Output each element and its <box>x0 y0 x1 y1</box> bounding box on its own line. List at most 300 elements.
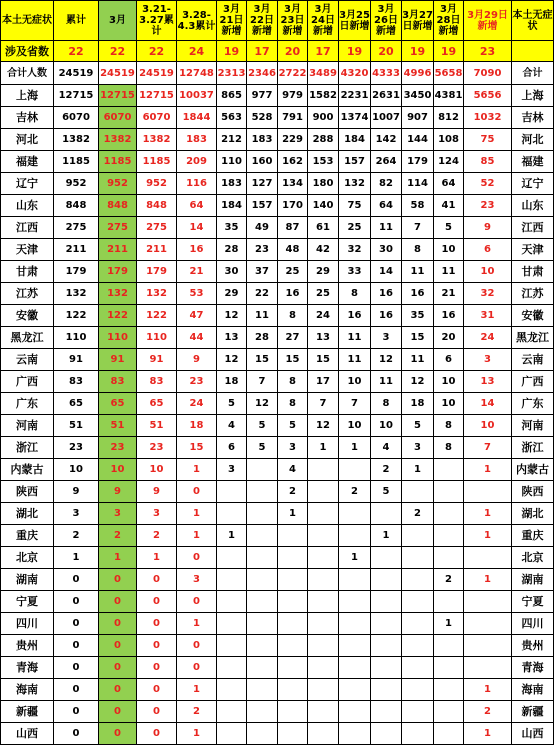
cell: 11 <box>371 217 402 239</box>
cell: 65 <box>137 393 177 415</box>
cell: 2231 <box>339 85 371 107</box>
cell <box>434 723 464 745</box>
cell: 0 <box>99 635 137 657</box>
cell: 11 <box>371 371 402 393</box>
cell: 7090 <box>464 62 512 85</box>
cell: 1 <box>177 613 217 635</box>
cell: 12748 <box>177 62 217 85</box>
cell: 23 <box>54 437 99 459</box>
cell: 6 <box>217 437 247 459</box>
cell: 1 <box>339 547 371 569</box>
cell: 1 <box>339 437 371 459</box>
cell: 122 <box>99 305 137 327</box>
cell: 1 <box>464 525 512 547</box>
cell <box>339 569 371 591</box>
cell: 142 <box>371 129 402 151</box>
cell: 15 <box>278 349 308 371</box>
cell: 10 <box>137 459 177 481</box>
table-row <box>1 481 554 503</box>
header-range2: 3.28-4.3累计 <box>177 1 217 41</box>
cell: 3 <box>402 437 434 459</box>
cell: 6 <box>434 349 464 371</box>
province-name: 上海 <box>1 85 54 107</box>
province-name: 湖南 <box>1 569 54 591</box>
cell: 0 <box>177 657 217 679</box>
cell: 2722 <box>278 62 308 85</box>
cell: 179 <box>54 261 99 283</box>
cell: 58 <box>402 195 434 217</box>
cell: 12 <box>217 305 247 327</box>
province-name-right: 江苏 <box>512 283 554 305</box>
province-name-right: 陕西 <box>512 481 554 503</box>
cell: 23 <box>177 371 217 393</box>
cell: 6070 <box>54 107 99 129</box>
cell: 3 <box>464 349 512 371</box>
cell: 0 <box>177 635 217 657</box>
table-row <box>1 569 554 591</box>
province-name: 新疆 <box>1 701 54 723</box>
cell: 1 <box>177 679 217 701</box>
cell: 209 <box>177 151 217 173</box>
cell: 13 <box>464 371 512 393</box>
province-name: 四川 <box>1 613 54 635</box>
provinces-count-row <box>1 41 554 62</box>
province-name-right: 浙江 <box>512 437 554 459</box>
cell <box>278 657 308 679</box>
cell: 127 <box>247 173 278 195</box>
cell: 51 <box>99 415 137 437</box>
cell: 21 <box>434 283 464 305</box>
table-row <box>1 305 554 327</box>
cell: 3 <box>177 569 217 591</box>
cell <box>278 591 308 613</box>
cell <box>217 591 247 613</box>
cell: 22 <box>247 283 278 305</box>
cell: 184 <box>339 129 371 151</box>
cell: 24519 <box>137 62 177 85</box>
cell: 22 <box>99 41 137 62</box>
cell: 4 <box>278 459 308 481</box>
cell <box>434 635 464 657</box>
province-name-right: 新疆 <box>512 701 554 723</box>
cell <box>402 569 434 591</box>
province-name-right: 青海 <box>512 657 554 679</box>
cell: 1844 <box>177 107 217 129</box>
cell: 51 <box>137 415 177 437</box>
province-name: 天津 <box>1 239 54 261</box>
cell: 211 <box>137 239 177 261</box>
cell: 2 <box>278 481 308 503</box>
cell <box>308 525 339 547</box>
cell: 64 <box>434 173 464 195</box>
cell: 1 <box>464 503 512 525</box>
cell: 10 <box>434 393 464 415</box>
cell <box>434 657 464 679</box>
cell: 52 <box>464 173 512 195</box>
cell <box>402 481 434 503</box>
cell: 528 <box>247 107 278 129</box>
cell: 1382 <box>137 129 177 151</box>
province-name: 甘肃 <box>1 261 54 283</box>
cell: 1 <box>217 525 247 547</box>
cell: 0 <box>99 613 137 635</box>
cell <box>247 723 278 745</box>
cell: 0 <box>54 723 99 745</box>
cell: 110 <box>54 327 99 349</box>
province-name: 安徽 <box>1 305 54 327</box>
cell: 1007 <box>371 107 402 129</box>
cell: 907 <box>402 107 434 129</box>
cell: 35 <box>402 305 434 327</box>
cell: 0 <box>137 701 177 723</box>
cell: 23 <box>99 437 137 459</box>
cell: 952 <box>54 173 99 195</box>
cell: 61 <box>308 217 339 239</box>
cell: 0 <box>99 679 137 701</box>
cell: 8 <box>371 393 402 415</box>
cell: 1 <box>177 503 217 525</box>
table-row <box>1 349 554 371</box>
cell <box>464 613 512 635</box>
province-name: 山西 <box>1 723 54 745</box>
cell <box>371 679 402 701</box>
cell: 37 <box>247 261 278 283</box>
cell <box>308 635 339 657</box>
cell: 91 <box>54 349 99 371</box>
cell: 0 <box>137 679 177 701</box>
cell: 2 <box>339 481 371 503</box>
cell: 134 <box>278 173 308 195</box>
cell <box>247 459 278 481</box>
cell: 15 <box>402 327 434 349</box>
cell <box>402 635 434 657</box>
cell: 0 <box>54 613 99 635</box>
cell: 4333 <box>371 62 402 85</box>
cell: 179 <box>99 261 137 283</box>
province-name: 贵州 <box>1 635 54 657</box>
cell: 5658 <box>434 62 464 85</box>
cell: 2346 <box>247 62 278 85</box>
province-name: 辽宁 <box>1 173 54 195</box>
header-name-right: 本土无症状 <box>512 1 554 41</box>
cell: 23 <box>247 239 278 261</box>
row-label-right: 合计 <box>512 62 554 85</box>
cell <box>434 525 464 547</box>
cell: 0 <box>99 591 137 613</box>
table-row <box>1 107 554 129</box>
cell: 5 <box>278 415 308 437</box>
cell: 24 <box>177 393 217 415</box>
cell: 16 <box>434 305 464 327</box>
province-name-right: 河北 <box>512 129 554 151</box>
cell: 1 <box>177 723 217 745</box>
header-day: 3月23日新增 <box>278 1 308 41</box>
cell: 0 <box>137 613 177 635</box>
table-row <box>1 437 554 459</box>
cell <box>371 547 402 569</box>
cell: 5 <box>371 481 402 503</box>
cell: 183 <box>247 129 278 151</box>
cell: 23 <box>137 437 177 459</box>
cell: 848 <box>54 195 99 217</box>
cell: 19 <box>434 41 464 62</box>
table-row <box>1 613 554 635</box>
cell <box>339 503 371 525</box>
cell: 1 <box>434 613 464 635</box>
cell <box>434 591 464 613</box>
cell: 51 <box>54 415 99 437</box>
cell <box>217 635 247 657</box>
table-row <box>1 327 554 349</box>
cell: 7 <box>464 437 512 459</box>
cell: 0 <box>99 569 137 591</box>
cell: 25 <box>308 283 339 305</box>
cell: 44 <box>177 327 217 349</box>
cell: 15 <box>308 349 339 371</box>
cell: 22 <box>54 41 99 62</box>
cell: 229 <box>278 129 308 151</box>
cell: 13 <box>308 327 339 349</box>
cell: 865 <box>217 85 247 107</box>
header-day: 3月22日新增 <box>247 1 278 41</box>
cell: 87 <box>278 217 308 239</box>
cell: 10 <box>371 415 402 437</box>
cell: 160 <box>247 151 278 173</box>
cell <box>247 503 278 525</box>
cell: 82 <box>371 173 402 195</box>
cell: 4996 <box>402 62 434 85</box>
cell <box>308 569 339 591</box>
cell: 2 <box>402 503 434 525</box>
cell: 1185 <box>137 151 177 173</box>
cell <box>278 547 308 569</box>
cell: 23 <box>464 195 512 217</box>
cell: 4381 <box>434 85 464 107</box>
cell: 12715 <box>54 85 99 107</box>
header-range1: 3.21-3.27累计 <box>137 1 177 41</box>
cell: 8 <box>339 283 371 305</box>
cell: 29 <box>217 283 247 305</box>
table-row <box>1 371 554 393</box>
cell: 1 <box>464 459 512 481</box>
cell <box>464 481 512 503</box>
table-row <box>1 723 554 745</box>
province-name-right: 贵州 <box>512 635 554 657</box>
cell <box>278 701 308 723</box>
cell <box>247 547 278 569</box>
cell: 4 <box>371 437 402 459</box>
cell: 211 <box>99 239 137 261</box>
province-name: 青海 <box>1 657 54 679</box>
cell <box>278 679 308 701</box>
cell: 35 <box>217 217 247 239</box>
cell <box>339 635 371 657</box>
cell <box>339 679 371 701</box>
cell: 17 <box>247 41 278 62</box>
cell: 132 <box>54 283 99 305</box>
cell: 979 <box>278 85 308 107</box>
cell: 5656 <box>464 85 512 107</box>
cell <box>308 547 339 569</box>
cell <box>247 701 278 723</box>
cell: 30 <box>217 261 247 283</box>
cell: 12 <box>371 349 402 371</box>
cell: 27 <box>278 327 308 349</box>
cell: 91 <box>137 349 177 371</box>
cell: 9 <box>99 481 137 503</box>
cell: 0 <box>177 547 217 569</box>
cell: 179 <box>137 261 177 283</box>
province-name-right: 黑龙江 <box>512 327 554 349</box>
cell: 1 <box>464 723 512 745</box>
cell: 25 <box>278 261 308 283</box>
cell: 9 <box>464 217 512 239</box>
cell: 0 <box>54 635 99 657</box>
cell <box>247 657 278 679</box>
cell: 140 <box>308 195 339 217</box>
province-name: 云南 <box>1 349 54 371</box>
cell <box>402 591 434 613</box>
cell: 9 <box>137 481 177 503</box>
cell <box>434 503 464 525</box>
table-row <box>1 129 554 151</box>
cell: 0 <box>177 481 217 503</box>
province-name-right: 湖南 <box>512 569 554 591</box>
cell: 65 <box>54 393 99 415</box>
cell: 5 <box>434 217 464 239</box>
header-name: 本土无症状 <box>1 1 54 41</box>
cell: 6 <box>464 239 512 261</box>
province-name-right: 云南 <box>512 349 554 371</box>
cell: 0 <box>137 723 177 745</box>
cell: 791 <box>278 107 308 129</box>
cell: 10 <box>99 459 137 481</box>
province-name-right: 宁夏 <box>512 591 554 613</box>
province-name: 广东 <box>1 393 54 415</box>
cell: 32 <box>464 283 512 305</box>
cell: 12 <box>247 393 278 415</box>
province-name: 海南 <box>1 679 54 701</box>
cell: 264 <box>371 151 402 173</box>
cell <box>308 591 339 613</box>
province-name-right: 天津 <box>512 239 554 261</box>
cell: 0 <box>54 591 99 613</box>
table-row <box>1 217 554 239</box>
cell <box>371 657 402 679</box>
cell: 10 <box>434 371 464 393</box>
cell: 14 <box>177 217 217 239</box>
cell: 11 <box>339 349 371 371</box>
cell: 0 <box>54 569 99 591</box>
cell <box>434 547 464 569</box>
cell: 18 <box>217 371 247 393</box>
cell: 3 <box>99 503 137 525</box>
cell: 11 <box>434 261 464 283</box>
cell: 20 <box>371 41 402 62</box>
cell: 28 <box>247 327 278 349</box>
cell: 75 <box>464 129 512 151</box>
cell: 183 <box>217 173 247 195</box>
cell <box>371 635 402 657</box>
cell: 83 <box>99 371 137 393</box>
cell: 952 <box>99 173 137 195</box>
cell: 812 <box>434 107 464 129</box>
cell: 5 <box>217 393 247 415</box>
cell: 4 <box>217 415 247 437</box>
cell: 0 <box>54 657 99 679</box>
cell <box>371 503 402 525</box>
cell: 563 <box>217 107 247 129</box>
province-name: 重庆 <box>1 525 54 547</box>
cell: 2 <box>434 569 464 591</box>
cell: 10 <box>464 415 512 437</box>
cell: 24519 <box>54 62 99 85</box>
cell: 848 <box>137 195 177 217</box>
cell: 2 <box>371 459 402 481</box>
cell: 1185 <box>99 151 137 173</box>
cell: 952 <box>137 173 177 195</box>
header-latest: 3月29日新增 <box>464 1 512 41</box>
table-row <box>1 393 554 415</box>
cell: 180 <box>308 173 339 195</box>
province-name-right: 山西 <box>512 723 554 745</box>
cell: 2 <box>54 525 99 547</box>
province-name-right: 江西 <box>512 217 554 239</box>
province-name: 北京 <box>1 547 54 569</box>
province-name: 宁夏 <box>1 591 54 613</box>
province-name: 河南 <box>1 415 54 437</box>
cell: 33 <box>339 261 371 283</box>
cell <box>217 547 247 569</box>
cell <box>371 569 402 591</box>
province-name-right: 山东 <box>512 195 554 217</box>
cell: 157 <box>339 151 371 173</box>
cell: 16 <box>371 283 402 305</box>
cell: 153 <box>308 151 339 173</box>
cell: 1 <box>371 525 402 547</box>
cell: 10 <box>434 239 464 261</box>
cell: 1374 <box>339 107 371 129</box>
cell: 11 <box>247 305 278 327</box>
cell <box>217 657 247 679</box>
cell <box>434 481 464 503</box>
table-row <box>1 85 554 107</box>
cell: 16 <box>339 305 371 327</box>
cell: 83 <box>137 371 177 393</box>
cell: 1 <box>402 459 434 481</box>
cell <box>278 569 308 591</box>
cell: 22 <box>137 41 177 62</box>
cell <box>371 701 402 723</box>
table-row <box>1 679 554 701</box>
cell: 110 <box>137 327 177 349</box>
cell-empty <box>512 41 554 62</box>
cell: 3489 <box>308 62 339 85</box>
cell <box>308 679 339 701</box>
header-march: 3月 <box>99 1 137 41</box>
cell <box>308 481 339 503</box>
cell: 179 <box>402 151 434 173</box>
header-day: 3月25日新增 <box>339 1 371 41</box>
cell: 124 <box>434 151 464 173</box>
header-day: 3月27日新增 <box>402 1 434 41</box>
cell: 15 <box>177 437 217 459</box>
cell: 14 <box>464 393 512 415</box>
cell: 1382 <box>54 129 99 151</box>
header-day: 3月26日新增 <box>371 1 402 41</box>
cell: 1 <box>177 525 217 547</box>
province-name-right: 吉林 <box>512 107 554 129</box>
